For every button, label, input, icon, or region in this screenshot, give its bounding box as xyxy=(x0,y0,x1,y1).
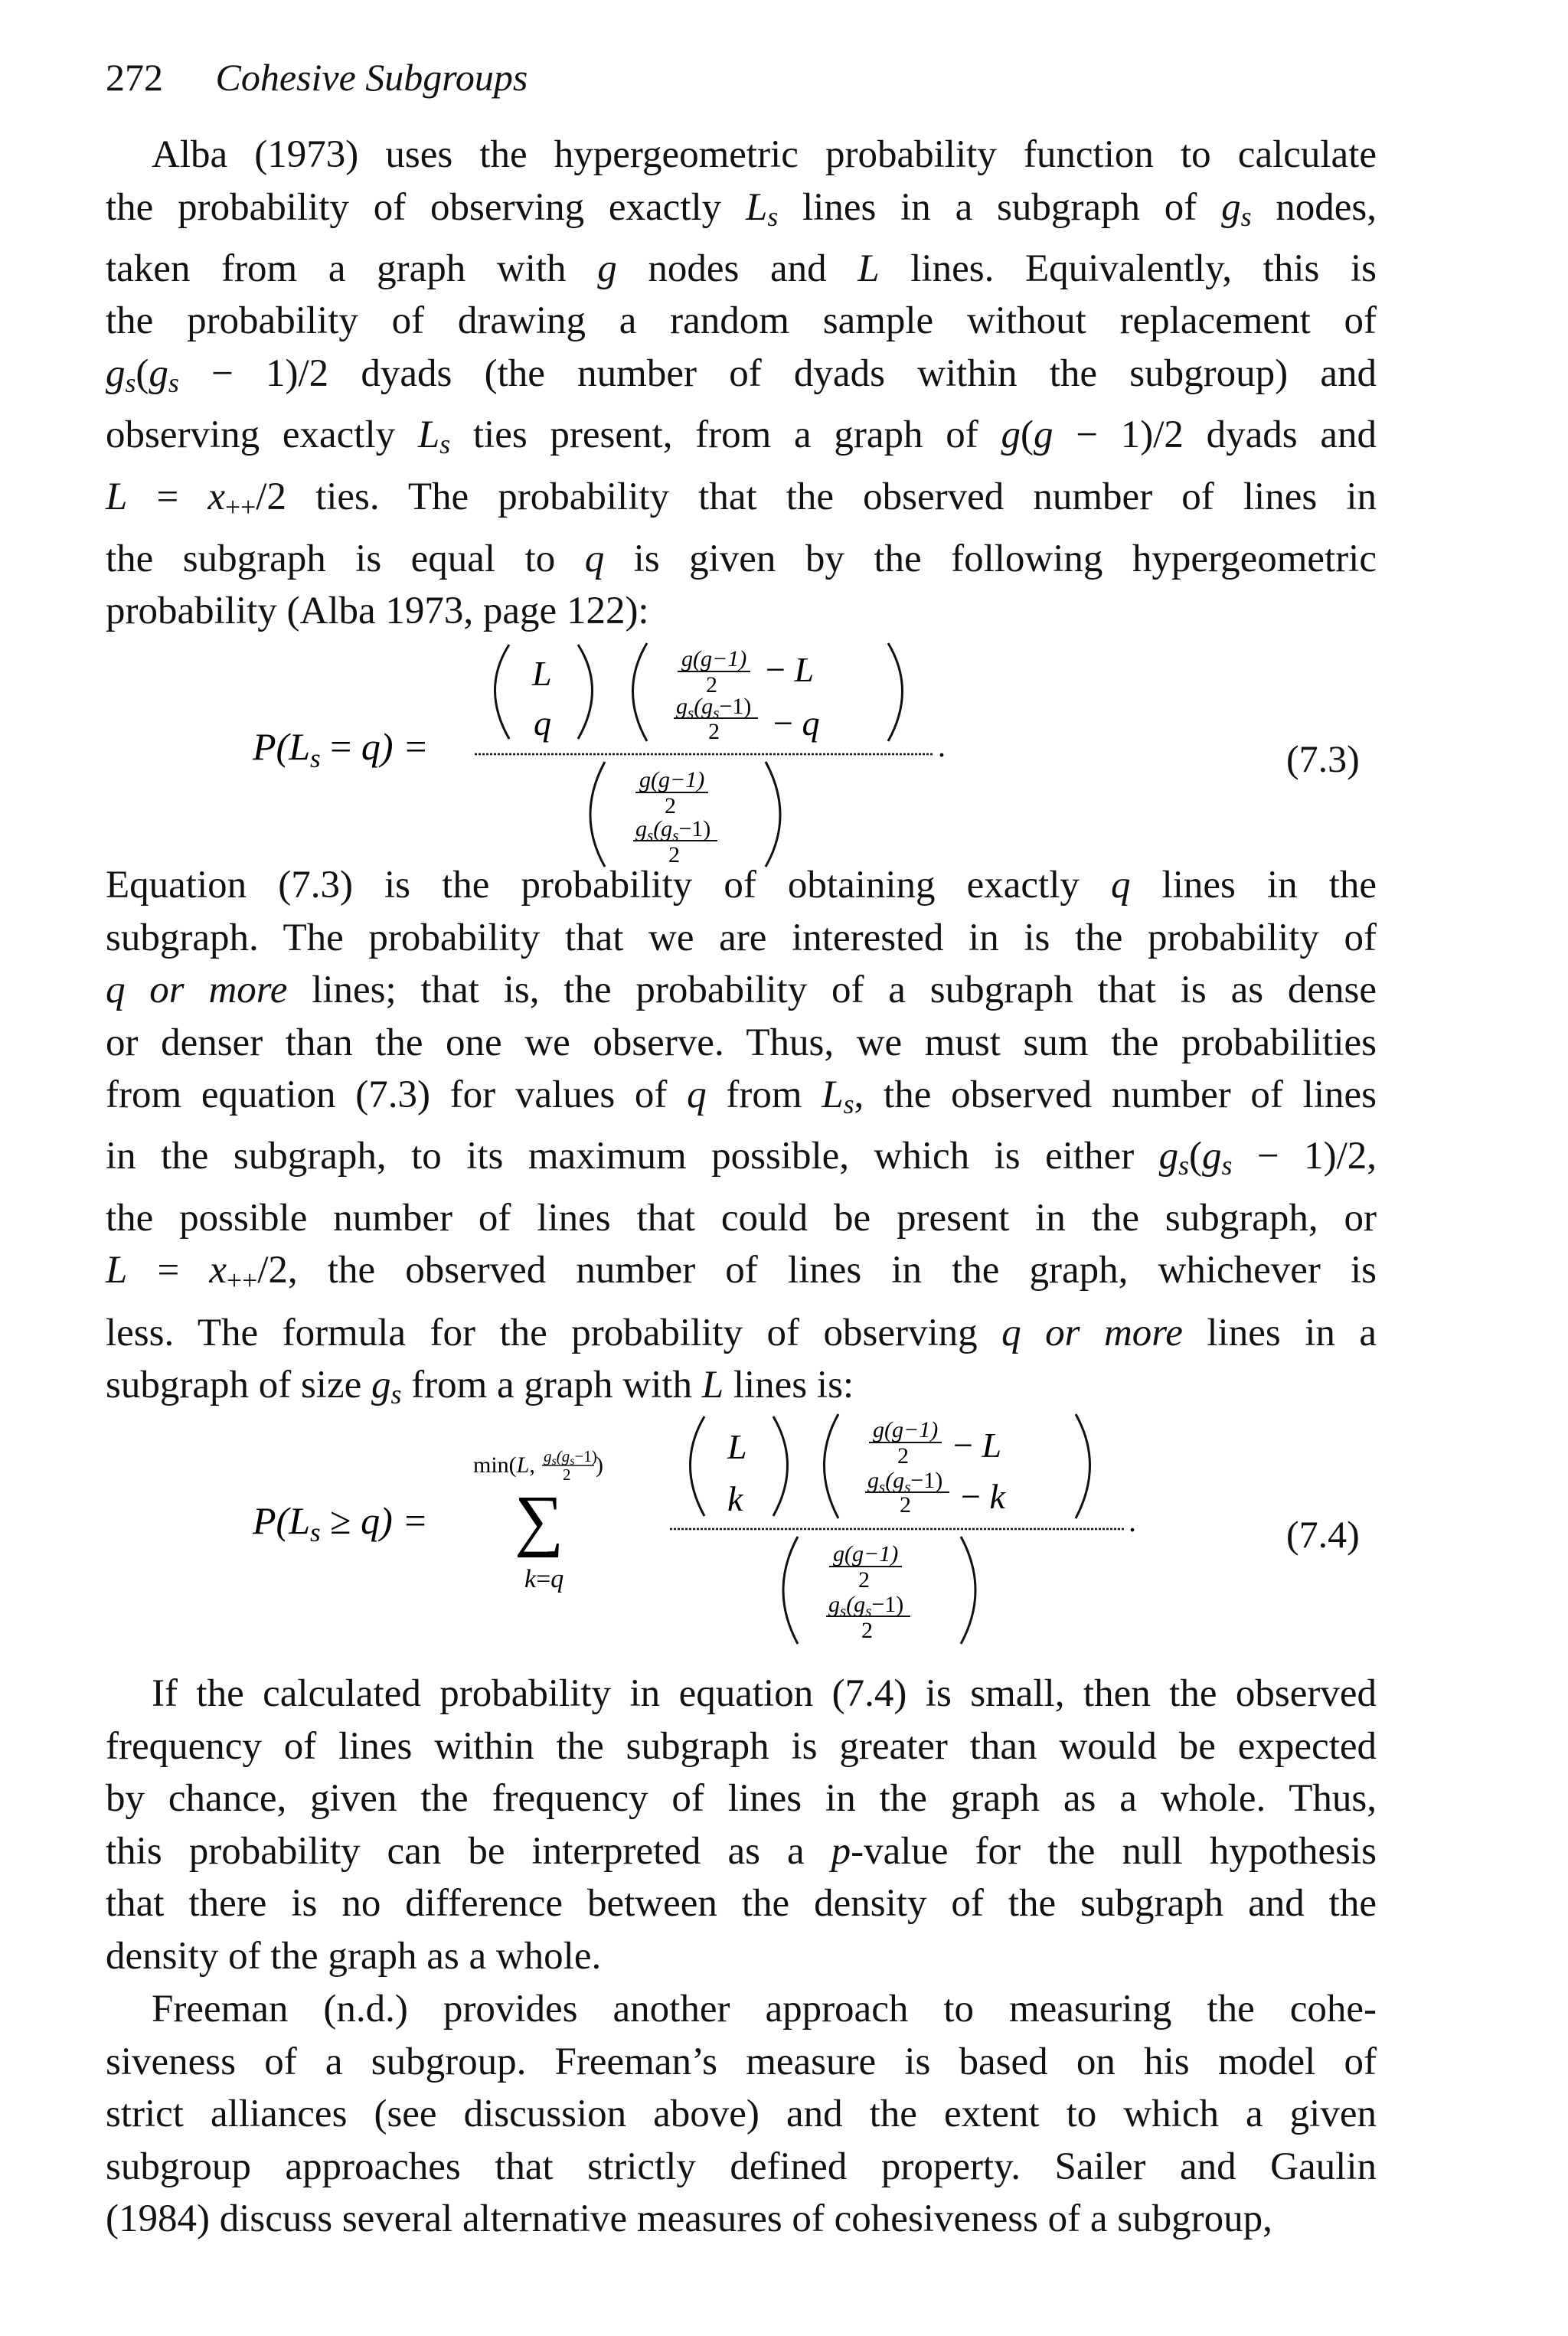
text-line: strict alliances (see discussion above) and the extent to which a given xyxy=(106,2093,1377,2135)
svg-text:g(g−1): g(g−1) xyxy=(833,1541,899,1567)
svg-text:L: L xyxy=(532,654,552,693)
text-line: that there is no difference between the density of the subgraph and the xyxy=(106,1882,1377,1925)
text-line: Equation (7.3) is the probability of obtaining exactly q lines in the xyxy=(106,864,1377,907)
text-line: frequency of lines within the subgraph is greater than would be expected xyxy=(106,1724,1377,1768)
paragraph-1 xyxy=(106,129,1377,638)
eq74-lhs: $P(L_s \ge q)$ = xyxy=(253,1499,428,1547)
svg-text:gs(gs−1): $g_s(g_s-1)$ xyxy=(635,816,711,845)
eq73-lhs: $P(L_s = q)$ = xyxy=(253,725,429,773)
text-line: L = x++/2 ties. The probability that the observed number of lines in xyxy=(106,475,1377,522)
text-line: the probability of observing exactly $L_s$ lines in a subgraph of $g_s$ nodes, xyxy=(106,185,1377,232)
text-line: less. The formula for the probability of observing q or more lines in a xyxy=(106,1311,1377,1354)
svg-text:− L: − L xyxy=(953,1426,1002,1465)
text-line: siveness of a subgroup. Freeman’s measure is based on his model of xyxy=(106,2040,1377,2083)
equation-7-4 xyxy=(0,1397,1568,1650)
eq74-binom-pairs xyxy=(825,1414,1090,1518)
equation-number-7-4: (7.4) xyxy=(1286,1513,1360,1556)
running-header xyxy=(106,55,528,100)
svg-text:.: . xyxy=(1129,1504,1136,1538)
svg-text:q: q xyxy=(534,704,551,743)
svg-text:2: 2 xyxy=(858,1567,870,1593)
text-line: q or more lines; that is, the probability of a subgraph that is as dense xyxy=(106,969,1377,1011)
text-line: Alba (1973) uses the hypergeometric probability function to calculate xyxy=(152,133,1377,176)
text-line: this probability can be interpreted as a p-value for the null hypothesis xyxy=(106,1829,1377,1873)
svg-text:L: L xyxy=(727,1427,747,1466)
text-line: in the subgraph, to its maximum possible, which is either $g_s(g_s - 1)/2$, xyxy=(106,1135,1377,1181)
svg-text:− q: − q xyxy=(773,704,820,743)
svg-text:): ) xyxy=(596,1452,603,1478)
svg-text:∑: ∑ xyxy=(514,1482,564,1558)
running-title: Cohesive Subgroups xyxy=(215,56,528,99)
text-line: L = x++/2, the observed number of lines in the graph, whichever is xyxy=(106,1249,1377,1296)
svg-text:2: 2 xyxy=(897,1443,909,1469)
text-line: probability (Alba 1973, page 122): xyxy=(106,590,649,633)
eq73-binom-denominator xyxy=(590,762,780,867)
paragraph-3 xyxy=(106,1668,1377,1982)
svg-text:gs(gs−1): $g_s(g_s-1)$ xyxy=(676,694,752,722)
text-line: If the calculated probability in equation (7.4) is small, then the observed xyxy=(152,1672,1377,1715)
text-line: taken from a graph with g nodes and L lines. Equivalently, this is xyxy=(106,247,1377,290)
svg-text:2: 2 xyxy=(665,793,676,818)
text-line: the probability of drawing a random sample without replacement of xyxy=(106,299,1377,343)
text-line: Freeman (n.d.) provides another approach to measuring the cohe- xyxy=(152,1988,1377,2031)
svg-text:− k: − k xyxy=(961,1477,1005,1516)
svg-text:.: . xyxy=(938,729,946,763)
text-line: density of the graph as a whole. xyxy=(106,1934,602,1978)
svg-text:g(g−1): g(g−1) xyxy=(873,1417,939,1442)
svg-text:k: k xyxy=(727,1479,743,1518)
text-line: subgraph. The probability that we are interested in is the probability of xyxy=(106,916,1377,959)
eq74-summation xyxy=(473,1447,603,1593)
svg-text:− L: − L xyxy=(766,650,815,689)
svg-text:k=q: k=q xyxy=(524,1565,564,1593)
text-line: from equation (7.3) for values of q from $L_s$, the observed number of lines xyxy=(106,1073,1377,1119)
svg-text:2: 2 xyxy=(706,672,717,698)
svg-text:min(L,: min(L, xyxy=(473,1452,535,1478)
text-line: (1984) discuss several alternative measures of cohesiveness of a subgroup, xyxy=(106,2197,1272,2240)
svg-text:2: 2 xyxy=(900,1492,911,1518)
eq73-binom-L-q xyxy=(495,645,593,743)
page-number: 272 xyxy=(106,56,163,99)
svg-text:2: 2 xyxy=(861,1618,873,1643)
paragraph-2 xyxy=(106,859,1377,1420)
text-line: by chance, given the frequency of lines in the graph as a whole. Thus, xyxy=(106,1777,1377,1820)
equation-7-3 xyxy=(0,628,1568,873)
text-line: the subgraph is equal to q is given by the following hypergeometric xyxy=(106,537,1377,580)
eq74-binom-denominator xyxy=(783,1537,975,1644)
svg-text:gs(gs−1): $g_s(g_s-1)$ xyxy=(867,1468,943,1496)
eq73-binom-pairs xyxy=(633,643,903,744)
text-line: or denser than the one we observe. Thus, we must sum the probabilities xyxy=(106,1021,1377,1064)
text-line: subgroup approaches that strictly defined property. Sailer and Gaulin xyxy=(106,2145,1377,2188)
svg-text:2: 2 xyxy=(563,1465,571,1484)
svg-text:2: 2 xyxy=(668,842,680,867)
svg-text:gs(gs−1): gs(gs−1) xyxy=(544,1447,597,1468)
paragraph-4 xyxy=(106,1983,1377,2246)
eq74-binom-L-k xyxy=(691,1416,788,1518)
text-line: observing exactly $L_s$ ties present, from a graph of g(g − 1)/2 dyads and xyxy=(106,413,1377,460)
text-line: $g_s(g_s - 1)/2$ dyads (the number of dyads within the subgroup) and xyxy=(106,351,1377,398)
svg-text:g(g−1): g(g−1) xyxy=(681,646,747,671)
svg-text:gs(gs−1): $g_s(g_s-1)$ xyxy=(828,1592,904,1620)
equation-number-7-3: (7.3) xyxy=(1286,737,1360,780)
svg-text:2: 2 xyxy=(708,719,720,744)
text-line: subgraph of size $g_s$ from a graph with L lines is: xyxy=(106,1364,854,1410)
text-line: the possible number of lines that could be present in the subgraph, or xyxy=(106,1196,1377,1240)
svg-text:g(g−1): g(g−1) xyxy=(639,767,705,792)
